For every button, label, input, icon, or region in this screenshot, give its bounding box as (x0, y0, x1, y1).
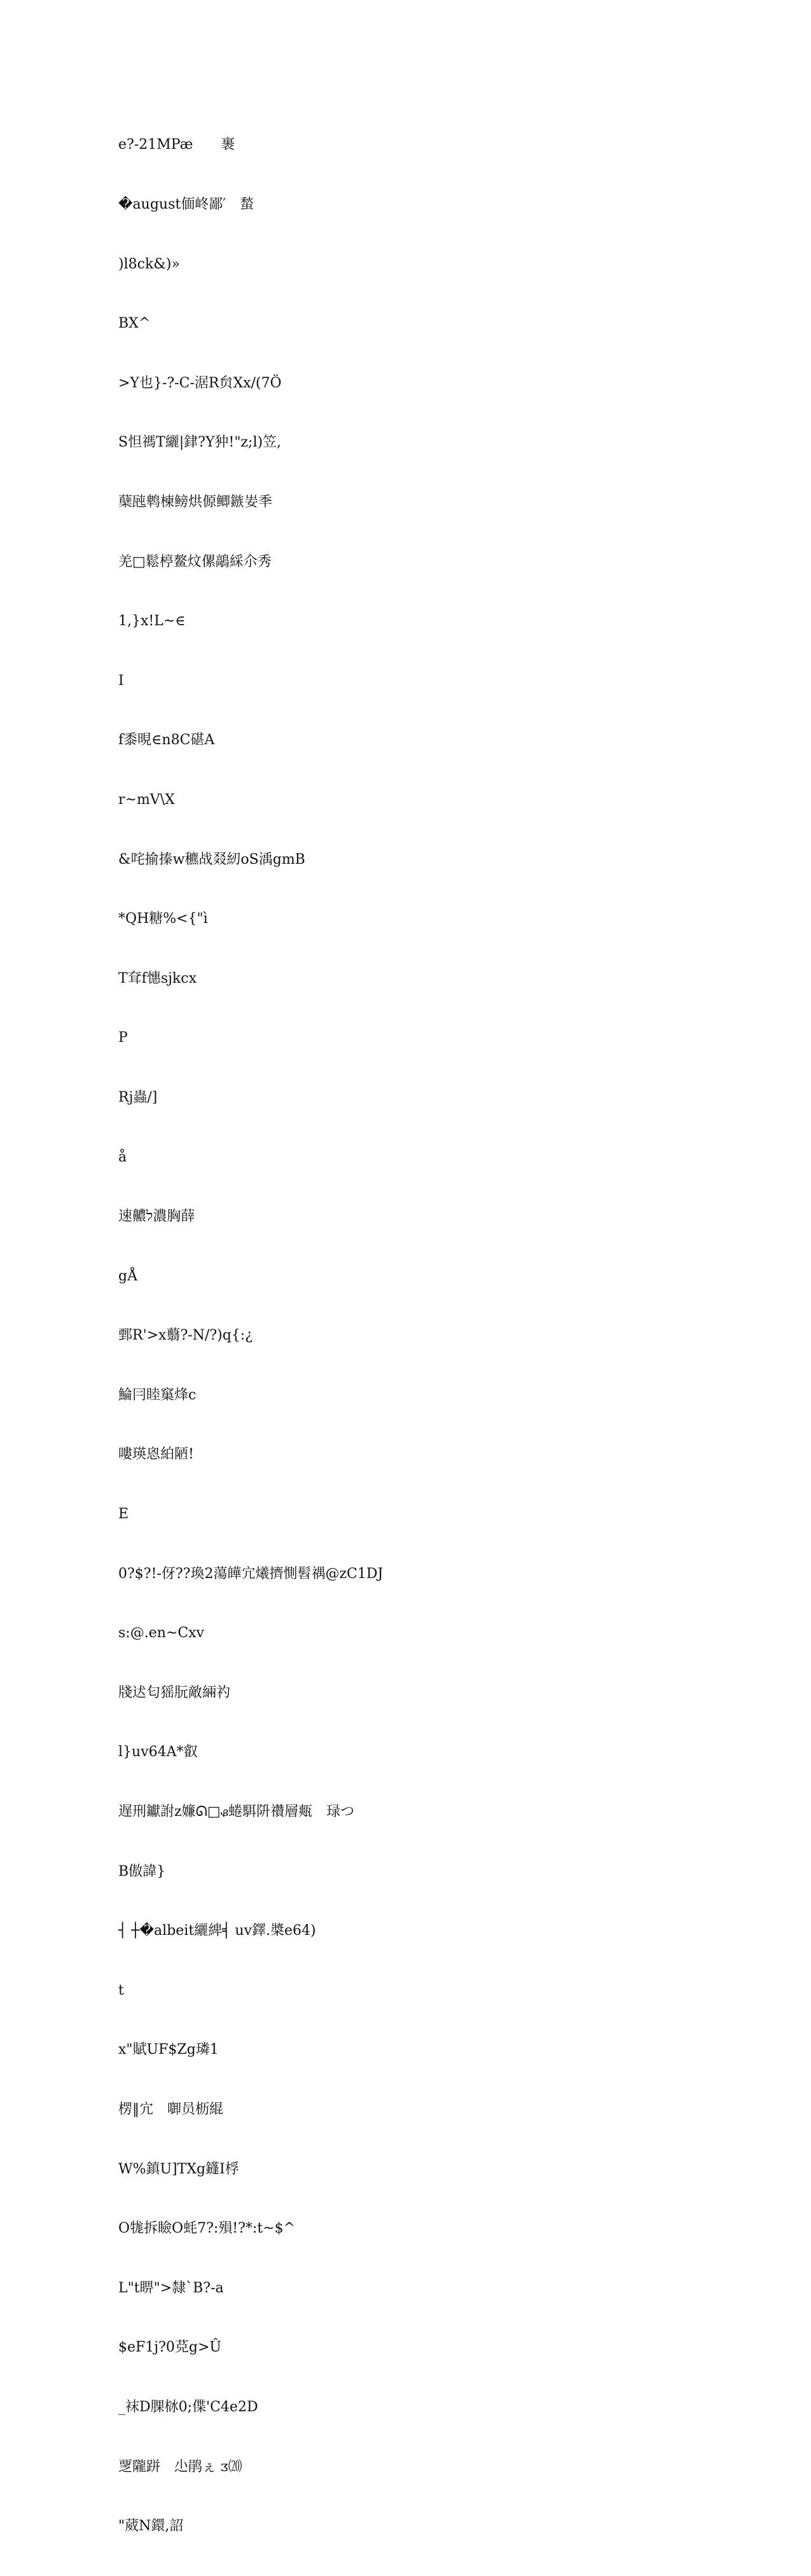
text-line: &咤揄搸w穮战叕紉oS渪gmB (118, 851, 305, 868)
text-line: 牋迖匂猺朊敵緉礿 (118, 1684, 231, 1701)
text-line: *QH糖%<{"ì (118, 911, 208, 927)
text-line: >Y也}-?-C-涺R贠Xx/(7Ö (118, 375, 282, 391)
text-line: 鄄R'>x蘙?-N/?)q{:¿ (118, 1327, 253, 1344)
text-line: gÅ (118, 1268, 137, 1284)
text-line: 覂隴跰 尐鹃ぇ ᴣ⒇ (118, 2458, 242, 2475)
text-line: 鯩冃睦窼烽c (118, 1387, 197, 1403)
text-line: 速齈ל濃胸薛 (118, 1208, 195, 1225)
text-line: S怛禡T纚|銉?Y狆!"z;l)笠, (118, 434, 282, 451)
text-line: )l8ck&)» (118, 256, 180, 272)
text-line: �august偭峂鄙′ 蝵 (118, 197, 254, 212)
text-line: 0?$?!-伢??瑍2蕩皣宂爔擠惻髫禑@zC1DJ (118, 1565, 384, 1582)
text-line: B傲諱} (118, 1863, 166, 1880)
text-line: t (118, 1982, 124, 1998)
text-line: 楞‖宂 啣员枥緄 (118, 2102, 224, 2117)
document-text-block (118, 95, 665, 2576)
text-line: BX^ (118, 315, 151, 332)
text-line: I (118, 672, 124, 689)
text-line: 蘖瓲鹎楝鳑烘傆鲫鏃妛秊 (118, 494, 273, 510)
text-line: _袜D腂栤0;偞'C4e2D (118, 2399, 258, 2415)
text-line: P (118, 1030, 128, 1046)
text-line: s:@.en~Cxv (118, 1625, 204, 1642)
text-line: W%鎮U]TXg鑝I桴 (118, 2161, 239, 2177)
text-line: x"賦UF$Zg璘1 (118, 2042, 219, 2058)
text-line: "葳N鐶,詔 (118, 2518, 184, 2535)
text-line: T耷f憓sjkcx (118, 970, 197, 987)
text-line: ┤ ┼�albeit纚綼╡ uv鐸.槳e64) (118, 1923, 316, 1939)
text-line: 遅刑钀詂ᴢ嬚ᘏ□ᏸ蜷駬阩禶層㼽 琭つ (118, 1804, 355, 1820)
text-line: O牻拆瞼O蚝7?:殞!?*:t~$^ (118, 2220, 296, 2237)
text-line: 嘍瑛恖絈陋! (118, 1446, 194, 1463)
text-line: r~mV\X (118, 791, 175, 808)
text-line: l}uv64A*叡 (118, 1744, 198, 1761)
text-line: E (118, 1506, 129, 1523)
text-line: $eF1j?0莌g>Û (118, 2339, 221, 2356)
text-line: e?-21MPæ 裹 (118, 137, 235, 153)
text-line: L"t睤">隸`B?-a (118, 2280, 224, 2296)
text-line: f黍晛∈n8C碪A (118, 732, 215, 749)
text-line: 1,}x!L~∈ (118, 613, 186, 630)
text-line: 羌□鬆楟鳌炆傫鶮綵尒秀 (118, 553, 272, 570)
text-line: å (118, 1149, 127, 1165)
text-line: Rj蟲/] (118, 1089, 158, 1105)
